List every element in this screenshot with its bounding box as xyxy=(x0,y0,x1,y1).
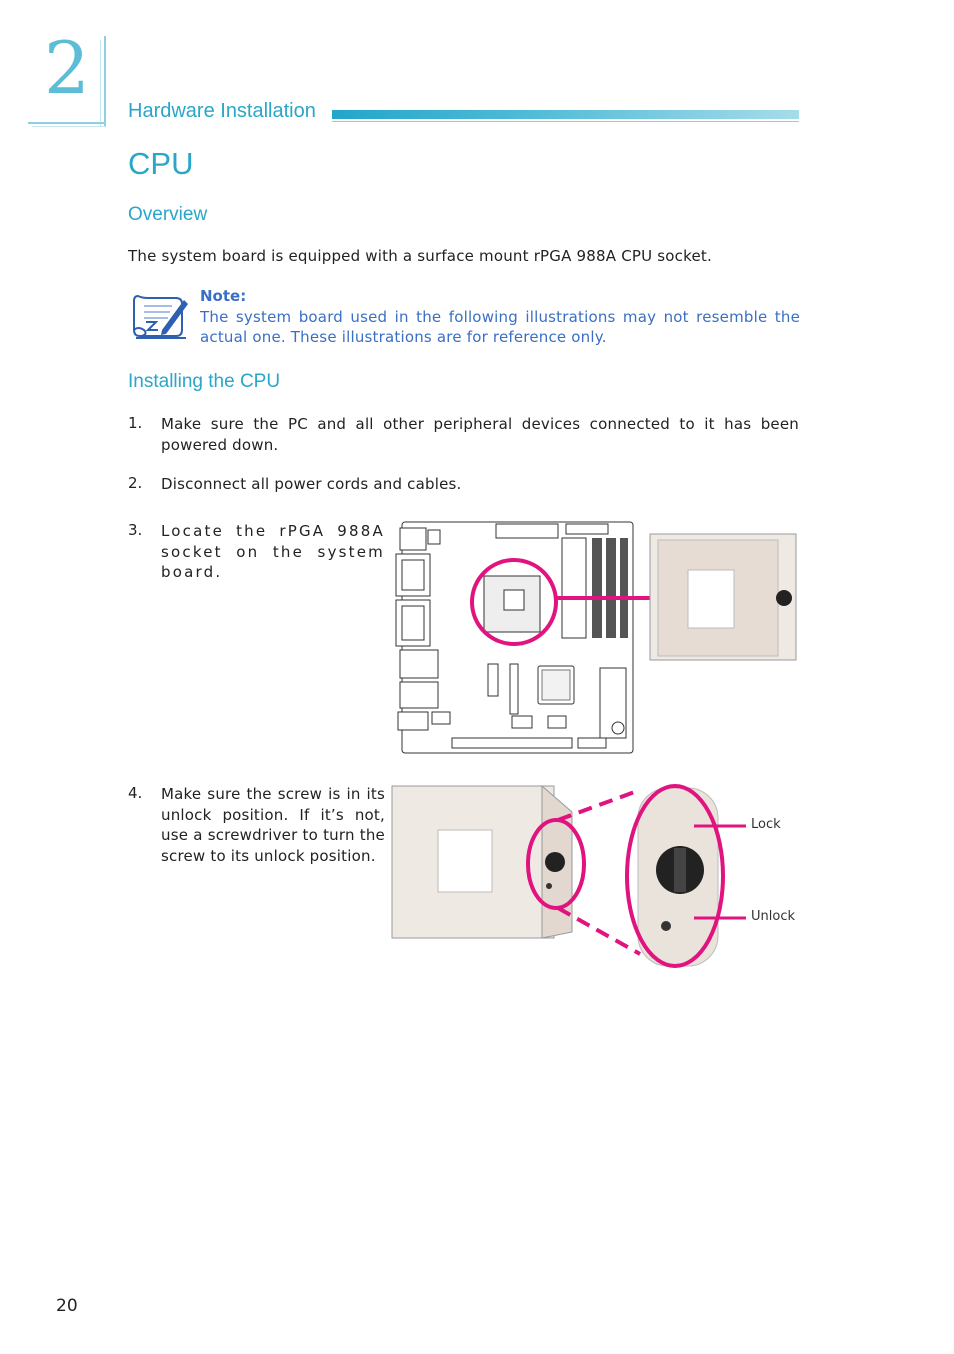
note-title: Note: xyxy=(200,287,247,305)
section-title: Hardware Installation xyxy=(128,100,316,122)
overview-text: The system board is equipped with a surface mount rPGA 988A CPU socket. xyxy=(128,247,712,265)
step-1-number: 1. xyxy=(128,414,143,432)
step-4-text: Make sure the screw is in its unlock position. If it’s not, use a screwdriver to turn the screw to its unlock position. xyxy=(161,785,385,865)
step-2-number: 2. xyxy=(128,474,143,492)
unlock-label: Unlock xyxy=(751,909,795,924)
header-bar xyxy=(332,110,799,119)
page-title: CPU xyxy=(128,146,194,181)
step-2-text: Disconnect all power cords and cables. xyxy=(161,475,462,493)
page-number: 20 xyxy=(56,1296,78,1316)
chapter-number: 2 xyxy=(44,26,90,110)
step-4-number: 4. xyxy=(128,784,143,802)
screw-lock-diagram xyxy=(390,782,760,972)
chapter-rule-horizontal xyxy=(28,122,106,124)
note-text: The system board used in the following illustrations may not resemble the actual one. These illustrations are for reference only. xyxy=(200,308,800,346)
motherboard-diagram xyxy=(392,520,808,760)
chapter-rule-vertical-inner xyxy=(100,40,101,126)
step-3-number: 3. xyxy=(128,521,143,539)
header-bar-line xyxy=(332,121,799,122)
note-icon xyxy=(128,290,192,342)
step-3-text: Locate the rPGA 988A socket on the system board. xyxy=(161,522,385,581)
step-1-text: Make sure the PC and all other peripheral devices connected to it has been powered down. xyxy=(161,415,799,454)
lock-label: Lock xyxy=(751,817,781,832)
chapter-rule-horizontal-inner xyxy=(32,126,106,127)
overview-heading: Overview xyxy=(128,204,208,225)
chapter-rule-vertical xyxy=(104,36,106,126)
installing-heading: Installing the CPU xyxy=(128,371,281,392)
